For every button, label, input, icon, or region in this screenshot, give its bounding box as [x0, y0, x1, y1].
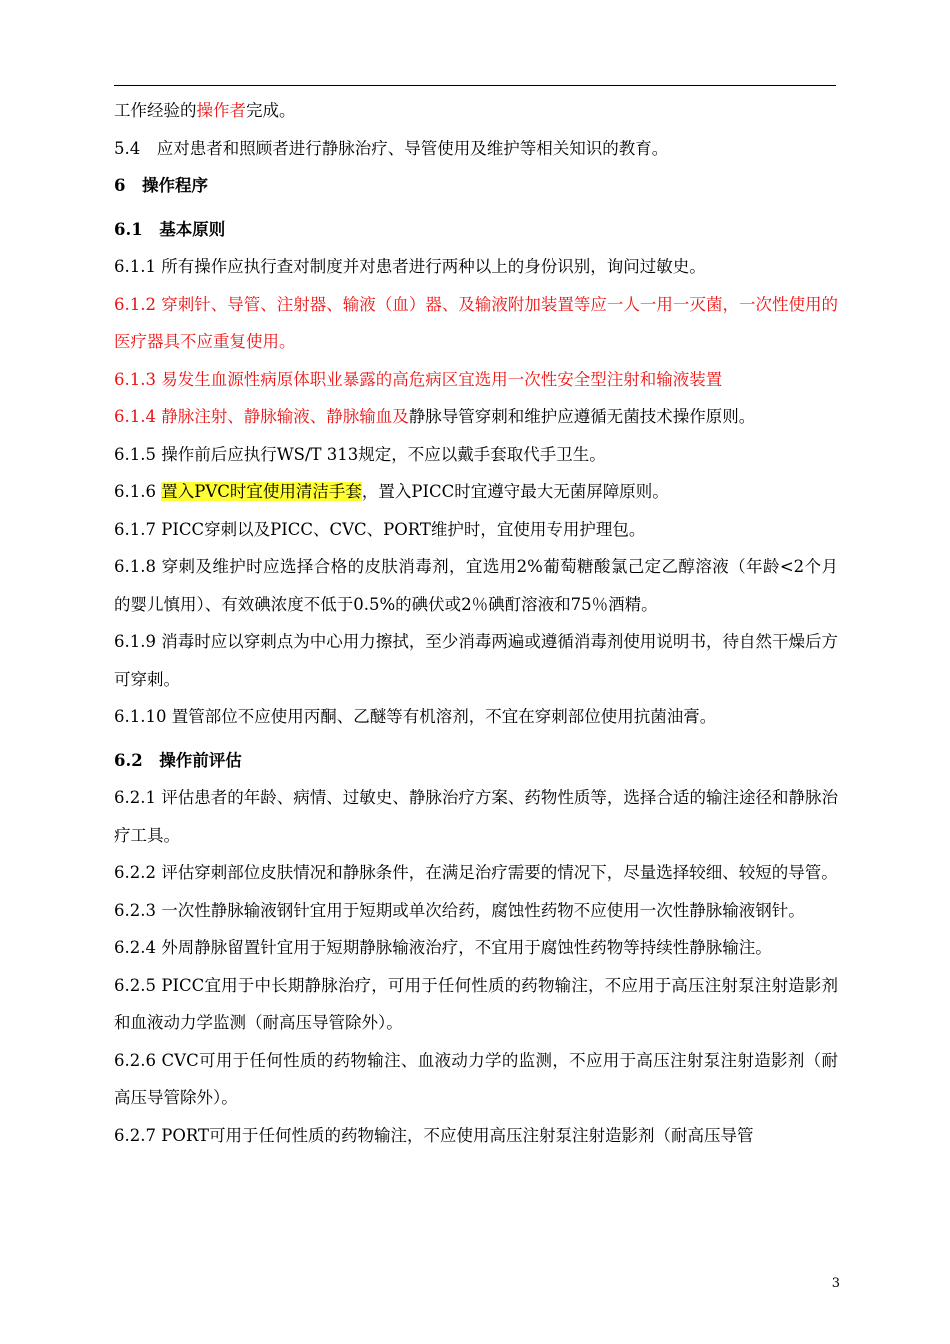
paragraph-6-2-6: 6.2.6 CVC可用于任何性质的药物输注、血液动力学的监测，不应用于高压注射泵注射造影剂（耐高压导管除外）。	[114, 1050, 838, 1107]
red-text: 6.1.4 静脉注射、静脉输液、静脉输血及	[114, 407, 409, 426]
paragraph-6-2-1: 6.2.1 评估患者的年龄、病情、过敏史、静脉治疗方案、药物性质等，选择合适的输注途径和静脉治疗工具。	[114, 788, 838, 845]
header-rule	[114, 85, 836, 86]
paragraph-6-1-5: 6.1.5 操作前后应执行WS/T 313规定，不应以戴手套取代手卫生。	[114, 444, 606, 464]
paragraph-5-4: 5.4 应对患者和照顾者进行静脉治疗、导管使用及维护等相关知识的教育。	[114, 138, 669, 158]
section-6-1-heading: 6.1 基本原则	[114, 219, 226, 239]
page-number: 3	[831, 1276, 840, 1291]
paragraph-6-1-8: 6.1.8 穿刺及维护时应选择合格的皮肤消毒剂，宜选用2%葡萄糖酸氯己定乙醇溶液（年龄<2个月的婴儿慎用）、有效碘浓度不低于0.5%的碘伏或2％碘酊溶液和75％酒精。	[114, 557, 838, 614]
paragraph-6-2-4: 6.2.4 外周静脉留置针宜用于短期静脉输液治疗，不宜用于腐蚀性药物等持续性静脉输注。	[114, 938, 772, 957]
paragraph-6-1-7: 6.1.7 PICC穿刺以及PICC、CVC、PORT维护时，宜使用专用护理包。	[114, 519, 646, 539]
section-6-heading: 6 操作程序	[114, 176, 208, 195]
paragraph-6-1-2: 6.1.2 穿刺针、导管、注射器、输液（血）器、及输液附加装置等应一人一用一灭菌，一次性使用的医疗器具不应重复使用。	[114, 294, 838, 351]
section-6-2-heading: 6.2 操作前评估	[114, 750, 242, 770]
highlighted-text: 置入PVC时宜使用清洁手套	[161, 482, 362, 501]
paragraph-6-1-1: 6.1.1 所有操作应执行查对制度并对患者进行两种以上的身份识别，询问过敏史。	[114, 257, 706, 276]
paragraph-6-1-6: 6.1.6 置入PVC时宜使用清洁手套，置入PICC时宜遵守最大无菌屏障原则。	[114, 482, 669, 501]
paragraph-5-3-continuation: 工作经验的操作者完成。	[114, 101, 296, 120]
red-text: 操作者	[196, 101, 246, 120]
paragraph-6-1-10: 6.1.10 置管部位不应使用丙酮、乙醚等有机溶剂，不宜在穿刺部位使用抗菌油膏。	[114, 707, 717, 726]
paragraph-6-1-9: 6.1.9 消毒时应以穿刺点为中心用力擦拭，至少消毒两遍或遵循消毒剂使用说明书，待自然干燥后方可穿刺。	[114, 632, 838, 689]
paragraph-6-1-4: 6.1.4 静脉注射、静脉输液、静脉输血及静脉导管穿刺和维护应遵循无菌技术操作原则。	[114, 407, 756, 426]
page-content	[114, 92, 838, 1154]
paragraph-6-1-3: 6.1.3 易发生血源性病原体职业暴露的高危病区宜选用一次性安全型注射和输液装置	[114, 369, 723, 389]
paragraph-6-2-3: 6.2.3 一次性静脉输液钢针宜用于短期或单次给药，腐蚀性药物不应使用一次性静脉输液钢针。	[114, 900, 805, 920]
paragraph-6-2-7: 6.2.7 PORT可用于任何性质的药物输注，不应使用高压注射泵注射造影剂（耐高压导管	[114, 1125, 754, 1145]
paragraph-6-2-2: 6.2.2 评估穿刺部位皮肤情况和静脉条件，在满足治疗需要的情况下，尽量选择较细、较短的导管。	[114, 863, 838, 882]
paragraph-6-2-5: 6.2.5 PICC宜用于中长期静脉治疗，可用于任何性质的药物输注，不应用于高压注射泵注射造影剂和血液动力学监测（耐高压导管除外）。	[114, 975, 838, 1032]
